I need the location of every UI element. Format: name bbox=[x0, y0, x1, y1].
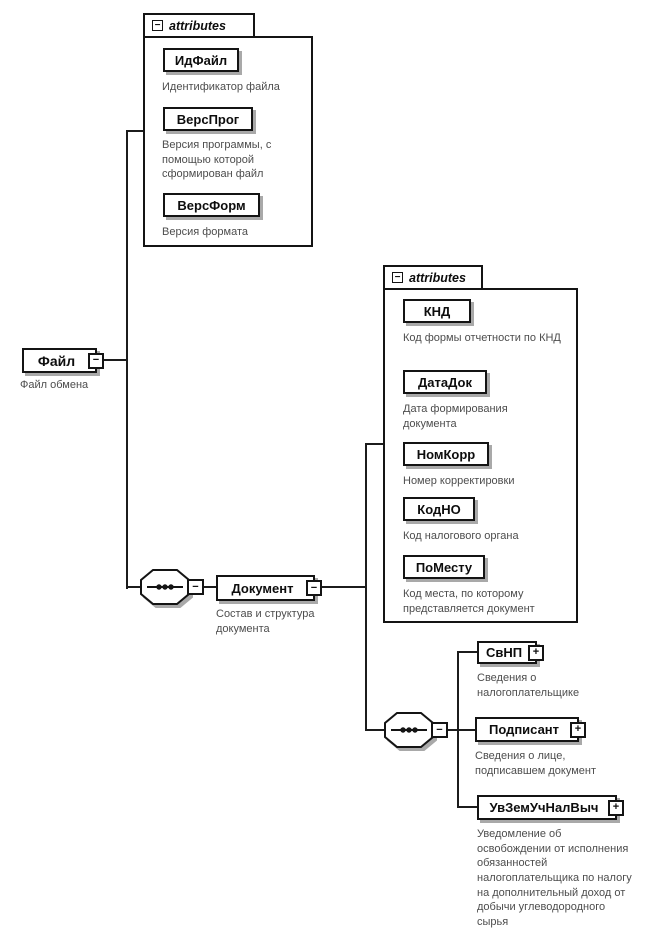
attribute-idfile-label: ИдФайл bbox=[174, 52, 228, 68]
element-file-description: Файл обмена bbox=[20, 379, 89, 391]
attribute-knd-label: КНД bbox=[423, 303, 451, 319]
connector-line bbox=[457, 651, 478, 653]
expand-icon[interactable]: + bbox=[528, 645, 544, 661]
collapse-icon[interactable]: − bbox=[187, 579, 204, 595]
attribute-versform-label: ВерсФорм bbox=[177, 197, 246, 213]
connector-line bbox=[457, 651, 459, 808]
collapse-icon[interactable]: − bbox=[152, 20, 163, 31]
file-attributes-tab bbox=[143, 13, 255, 38]
collapse-icon[interactable]: − bbox=[392, 272, 403, 283]
collapse-icon[interactable]: − bbox=[431, 722, 448, 738]
element-document-label: Документ bbox=[231, 580, 294, 596]
element-file[interactable] bbox=[22, 348, 100, 373]
expand-icon[interactable]: + bbox=[608, 800, 624, 816]
attribute-knd-description: Код формы отчетности по КНД bbox=[403, 332, 561, 344]
element-uvzemuchnalvych[interactable] bbox=[477, 795, 620, 820]
attribute-datadok[interactable] bbox=[403, 370, 487, 394]
document-attributes-tab bbox=[383, 265, 483, 290]
attribute-kodno-description: Код налогового органа bbox=[403, 530, 519, 542]
attribute-kodno[interactable] bbox=[403, 497, 475, 521]
attribute-versform-description: Версия формата bbox=[162, 226, 248, 238]
element-podpisant-description: Сведения о лице, подписавшем документ bbox=[475, 750, 597, 777]
element-svnp[interactable] bbox=[477, 641, 540, 664]
expand-icon[interactable]: + bbox=[570, 722, 586, 738]
attribute-pomestu-description: Код места, по которому представляется документ bbox=[403, 588, 535, 615]
attribute-versform[interactable] bbox=[163, 193, 260, 217]
attributes-label: attributes bbox=[169, 18, 226, 33]
element-podpisant-label: Подписант bbox=[488, 722, 560, 737]
attribute-nomkorr[interactable] bbox=[403, 442, 489, 466]
attribute-idfile[interactable] bbox=[163, 48, 239, 72]
attribute-datadok-label: ДатаДок bbox=[418, 374, 472, 390]
connector-line bbox=[315, 586, 366, 588]
connector-line bbox=[457, 806, 478, 808]
element-file-label: Файл bbox=[37, 352, 76, 369]
element-svnp-label: СвНП bbox=[485, 645, 523, 660]
element-svnp-description: Сведения о налогоплательщике bbox=[477, 672, 580, 699]
connector-line bbox=[365, 443, 367, 731]
attribute-nomkorr-description: Номер корректировки bbox=[403, 475, 515, 487]
element-podpisant[interactable] bbox=[475, 717, 582, 742]
sequence-compositor-icon[interactable] bbox=[384, 712, 450, 748]
attributes-label: attributes bbox=[409, 270, 466, 285]
element-uvzemuchnalvych-label: УвЗемУчНалВыч bbox=[489, 800, 599, 815]
element-uvzemuchnalvych-description: Уведомление об освобождении от исполнения обязанностей налогоплательщика по налогу на дополнительный доход от добычи углеводородного сырья bbox=[477, 828, 632, 928]
connector-line bbox=[126, 130, 128, 589]
attribute-pomestu[interactable] bbox=[403, 555, 485, 579]
attribute-knd[interactable] bbox=[403, 299, 471, 323]
collapse-icon[interactable]: − bbox=[306, 580, 322, 596]
connector-line bbox=[448, 729, 477, 731]
attribute-idfile-description: Идентификатор файла bbox=[162, 81, 280, 93]
attribute-kodno-label: КодНО bbox=[417, 501, 461, 517]
sequence-compositor-icon[interactable] bbox=[140, 569, 206, 605]
collapse-icon[interactable]: − bbox=[88, 353, 104, 369]
attribute-datadok-description: Дата формирования документа bbox=[403, 403, 508, 430]
attribute-versprog-description: Версия программы, с помощью которой сформирован файл bbox=[162, 139, 272, 181]
attribute-versprog[interactable] bbox=[163, 107, 253, 131]
connector-line bbox=[126, 130, 144, 132]
attribute-nomkorr-label: НомКорр bbox=[416, 446, 476, 462]
attribute-pomestu-label: ПоМесту bbox=[415, 559, 473, 575]
element-document[interactable] bbox=[216, 575, 318, 601]
attribute-versprog-label: ВерсПрог bbox=[176, 111, 240, 127]
element-document-description: Состав и структура документа bbox=[216, 608, 315, 635]
connector-line bbox=[365, 443, 384, 445]
